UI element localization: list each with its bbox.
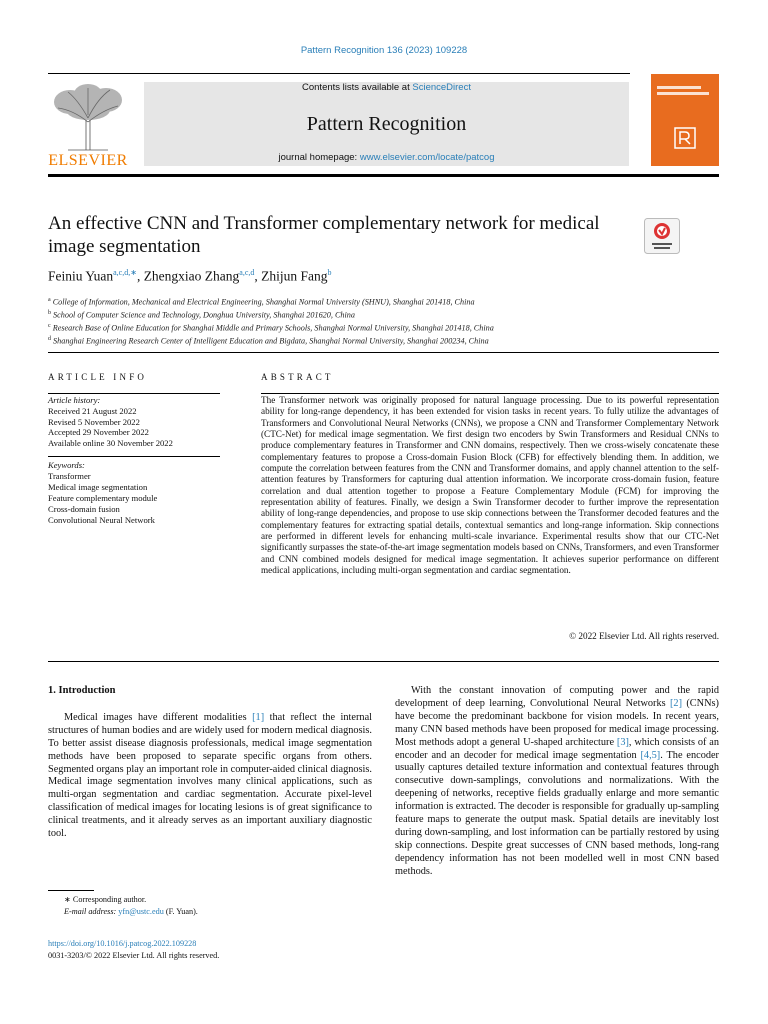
- author-affiliation-marks[interactable]: a,c,d,∗: [113, 268, 137, 277]
- article-title: An effective CNN and Transformer complementary network for medical image segmentation: [48, 213, 600, 257]
- citation-link[interactable]: [1]: [252, 711, 265, 723]
- author-affiliation-marks[interactable]: a,c,d: [239, 268, 255, 277]
- history-item: Accepted 29 November 2022: [48, 427, 149, 438]
- author-name[interactable]: Zhijun Fang: [261, 268, 328, 284]
- citation-link[interactable]: [2]: [670, 697, 683, 709]
- section-rule: [48, 352, 719, 353]
- body-right-column: [395, 685, 719, 879]
- keywords: [48, 460, 220, 526]
- affiliation-mark: a: [48, 297, 51, 303]
- keyword-item: Convolutional Neural Network: [48, 515, 155, 525]
- keywords-label: Keywords:: [48, 460, 85, 470]
- footnotes: [48, 894, 198, 917]
- elsevier-wordmark[interactable]: ELSEVIER: [48, 152, 128, 169]
- paragraph-text: . The encoder usually captures detailed texture information and contextual features through consecutive down-samplings, convolutions and normalizations. With the deepening of networks, receptive fields gradually enlarge and more semantic information is extracted. The decoder is responsible for gradually up-sampling feature maps to generate the output mask. Spatial details are inevitably lost during down-sampling, and lost information can be partially restored by using skip connections. Despite great successes of CNN based methods, long-rang dependency information has not been modelled well in most CNN based methods.: [395, 749, 719, 877]
- affiliation-mark: d: [48, 336, 51, 343]
- contents-prefix: Contents lists available at: [302, 82, 413, 93]
- affiliation-item: [48, 295, 718, 308]
- intro-paragraph: [48, 712, 372, 841]
- sciencedirect-link[interactable]: ScienceDirect: [412, 82, 471, 93]
- abstract-rule: [261, 393, 719, 394]
- author-name[interactable]: Zhengxiao Zhang: [143, 268, 240, 284]
- keyword-item: Medical image segmentation: [48, 482, 148, 492]
- homepage-prefix: journal homepage:: [278, 152, 360, 163]
- paragraph-text: that reflect the internal structures of human bodies and are widely used for modern medical diagnosis. To better assist disease diagnosis professionals, medical image segmentation methods have been proposed to separate specific organs from others. Segmented organs play an important role in computer-aided clinical diagnosis. Medical image segmentation involves many clinical applications, such as multi-organ segmentation and cardiac segmentation. Accurate pixel-level classification of medical images for locating lesions is of great significance to clinical treatments, and it already serves as an important auxiliary diagnostic tool.: [48, 711, 372, 840]
- journal-citation[interactable]: Pattern Recognition 136 (2023) 109228: [300, 45, 468, 56]
- asterisk-mark: ∗: [64, 895, 73, 904]
- section-heading: 1. Introduction: [48, 685, 116, 696]
- corresponding-text: Corresponding author.: [72, 895, 147, 904]
- abstract-text: The Transformer network was originally proposed for natural language processing. Due to its powerful representation ability for long-range dependency, it has been extended for vision tasks in recent years. To fully utilize the advantages of Transformers and Convolutional Neural Networks (CNNs), we propose a CNN and Transformer Complementary Network (CTC-Net) for medical image segmentation. We first design two encoders by Swin Transformers and Residual CNNs to produce complementary features in Transformer and CNN domains, respectively. Then we cross-wisely concatenate these complementary features to propose a Cross-domain Fusion Block (CFB) for effectively blending them. In addition, we compute the correlation between features from the CNN and Transformer domains, and apply channel attention to the self-attention features by Transformers for capturing dual attention information. We incorporate cross-domain fusion, feature correlation and dual attention together to propose a Feature Complementary Module (FCM) for improving the representation ability of features. Finally, we design a Swin Transformer decoder to further improve the representation ability of long-range dependencies, and propose to use skip connections between the Transformer decoded features and the complementary features for extracting spatial details, contextual semantics and long-range information. Skip connections are performed in different levels for enhancing multi-scale invariance. Experimental results show that our CTC-Net significantly surpasses the state-of-the-art image segmentation models based on CNNs, Transformers, and even Transformer and CNN combined models designed for medical image segmentation. It achieves superior performance on different medical applications, including multi-organ segmentation and cardiac segmentation.: [261, 395, 719, 576]
- header-rule: [48, 73, 630, 74]
- affiliation-mark: b: [48, 310, 51, 317]
- journal-cover-thumbnail[interactable]: [651, 74, 719, 166]
- keywords-rule: [48, 456, 220, 457]
- affiliation-mark: c: [48, 323, 51, 330]
- abstract-copyright: © 2022 Elsevier Ltd. All rights reserved.: [569, 631, 719, 641]
- article-history: [48, 395, 220, 449]
- cover-title-icon: [657, 84, 713, 100]
- author-affiliation-marks[interactable]: b: [327, 268, 332, 277]
- doi-block: [48, 938, 219, 961]
- affiliation-text: School of Computer Science and Technology, Donghua University, Shanghai 201620, China: [53, 310, 355, 320]
- email-footnote: [48, 906, 198, 918]
- keyword-item: Cross-domain fusion: [48, 504, 120, 514]
- affiliation-text: College of Information, Mechanical and Electrical Engineering, Shanghai Normal University (SHNU), Shanghai 201418, China: [52, 297, 475, 307]
- email-suffix: (F. Yuan).: [163, 906, 198, 916]
- citation-link[interactable]: [3]: [616, 736, 629, 748]
- corresponding-footnote: [48, 894, 198, 906]
- paragraph-text: (CNNs) have become the predominant backbone for vision models. In recent years, many CNN based methods have been proposed for medical image processing. Most methods adopt a general U-shaped architecture: [395, 697, 719, 748]
- cover-emblem-icon: [673, 126, 697, 150]
- journal-homepage-line: [144, 152, 629, 163]
- citation-link[interactable]: [4,5]: [640, 749, 661, 761]
- homepage-link[interactable]: www.elsevier.com/locate/patcog: [359, 152, 495, 163]
- issn-line: 0031-3203/© 2022 Elsevier Ltd. All rights reserved.: [48, 950, 220, 960]
- history-item: Revised 5 November 2022: [48, 416, 140, 427]
- history-item: Received 21 August 2022: [48, 405, 137, 416]
- contents-available-line: [144, 82, 629, 93]
- affiliation-item: [48, 321, 718, 334]
- abstract-heading: ABSTRACT: [261, 372, 334, 382]
- email-link[interactable]: yfn@ustc.edu: [118, 906, 164, 916]
- email-label: E-mail address:: [64, 906, 117, 916]
- journal-title: Pattern Recognition: [306, 113, 467, 135]
- paragraph-text: Medical images have different modalities: [64, 711, 253, 723]
- body-left-column: [48, 685, 372, 841]
- author-name[interactable]: Feiniu Yuan: [48, 268, 114, 284]
- article-info-heading: ARTICLE INFO: [48, 372, 148, 382]
- footnote-rule: [48, 890, 94, 891]
- history-label: Article history:: [48, 395, 101, 405]
- paragraph-text: , which consists of an encoder and an decoder for medical image segmentation: [395, 736, 719, 761]
- author-list: Feiniu Yuan$^{a,c,d,∗}$, Zhengxiao Zhang$^{a,c,d}$, Zhijun Fang$^b$: [48, 268, 332, 284]
- keyword-item: Transformer: [48, 471, 91, 481]
- article-info-rule: [48, 393, 220, 394]
- affiliation-list: [48, 295, 718, 347]
- affiliation-item: [48, 334, 718, 347]
- keyword-item: Feature complementary module: [48, 493, 158, 503]
- intro-paragraph: [395, 685, 719, 879]
- body-rule: [48, 661, 719, 662]
- header-thick-rule: [48, 174, 719, 177]
- affiliation-text: Shanghai Engineering Research Center of Intelligent Education and Bigdata, Shanghai Normal University, Shanghai 200234, China: [53, 336, 489, 346]
- check-for-updates-icon[interactable]: [644, 218, 680, 254]
- paragraph-text: With the constant innovation of computing power and the rapid development of deep learning, Convolutional Neural Networks: [395, 685, 719, 709]
- affiliation-item: [48, 308, 718, 321]
- affiliation-text: Research Base of Online Education for Shanghai Middle and Primary Schools, Shanghai Normal University, Shanghai 201418, China: [52, 323, 494, 333]
- history-item: Available online 30 November 2022: [48, 438, 173, 449]
- doi-link[interactable]: https://doi.org/10.1016/j.patcog.2022.109228: [48, 939, 197, 948]
